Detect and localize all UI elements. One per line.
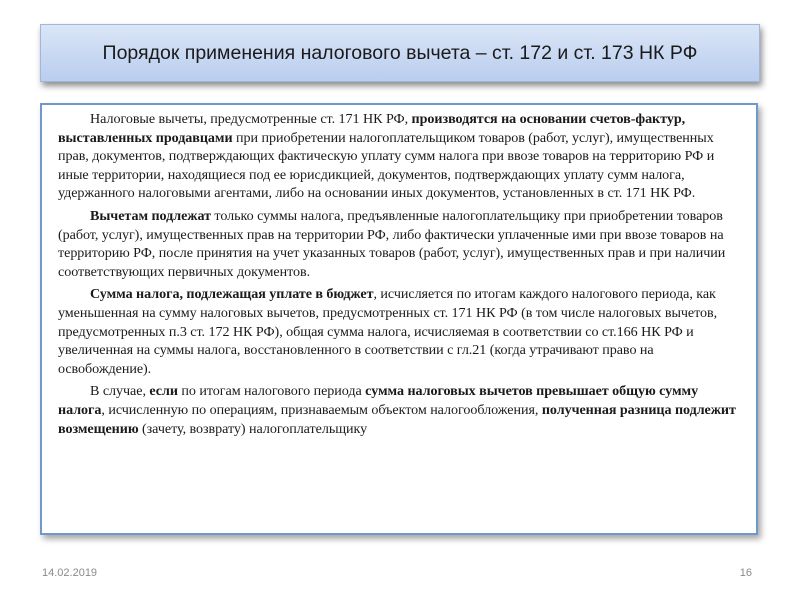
body-paragraph: [58, 285, 742, 378]
emphasis-text: полученная разница подлежит возмещению: [58, 401, 736, 437]
paragraph-text: Налоговые вычеты, предусмотренные ст. 171 НК РФ,: [90, 111, 412, 127]
paragraph-text: , исчисленную по операциям, признаваемым объектом налогообложения,: [101, 401, 542, 418]
slide-title: Порядок применения налогового вычета – ст. 172 и ст. 173 НК РФ: [102, 41, 698, 64]
content-box: [40, 103, 758, 535]
body-paragraph: [58, 110, 742, 203]
paragraph-text: (зачету, возврату) налогоплательщику: [138, 420, 368, 437]
paragraph-text: при приобретении налогоплательщиком товаров (работ, услуг), имущественных прав, документов, подтверждающих фактическую уплату сумм налога при ввозе товаров на территорию РФ и иные территории, находящиеся под ее юрисдикцией, документов, подтверждающих уплату сумм налога, удержанного налоговыми агентами, либо на основании иных документов, установленных в ст. 171 НК РФ.: [58, 129, 715, 202]
paragraph-text: В случае,: [90, 383, 150, 400]
slide-page-number: 16: [739, 567, 752, 579]
emphasis-text: Сумма налога, подлежащая уплате в бюджет: [90, 286, 374, 303]
emphasis-text: сумма налоговых вычетов превышает общую сумму налога: [58, 383, 699, 418]
emphasis-text: если: [149, 383, 178, 400]
slide-title-box: [40, 24, 760, 82]
emphasis-text: производятся на основании счетов-фактур, выставленных продавцами: [58, 111, 686, 146]
paragraph-text: только суммы налога, предъявленные налогоплательщику при приобретении товаров (работ, услуг), имущественных прав на территории РФ, либо фактически уплаченные ими при ввозе товаров на территорию РФ, после принятия на учет указанных товаров (работ, услуг), имущественных прав и при наличии соответствующих первичных документов.: [58, 207, 726, 280]
paragraph-text: , исчисляется по итогам каждого налогового периода, как уменьшенная на сумму налоговых вычетов, предусмотренных ст. 171 НК РФ (в том числе налоговых вычетов, предусмотренных п.3 ст. 172 НК РФ), общая сумма налога, исчисляемая в соответствии со ст.166 НК РФ и увеличенная на суммы налога, восстановленного в соответствии с гл.21 (когда утрачивают право на освобождение).: [58, 286, 718, 377]
body-text: [58, 110, 742, 438]
body-paragraph: [58, 382, 742, 438]
emphasis-text: Вычетам подлежат: [90, 207, 211, 224]
body-paragraph: [58, 207, 742, 281]
paragraph-text: по итогам налогового периода: [177, 383, 366, 400]
slide-date: 14.02.2019: [42, 567, 98, 579]
